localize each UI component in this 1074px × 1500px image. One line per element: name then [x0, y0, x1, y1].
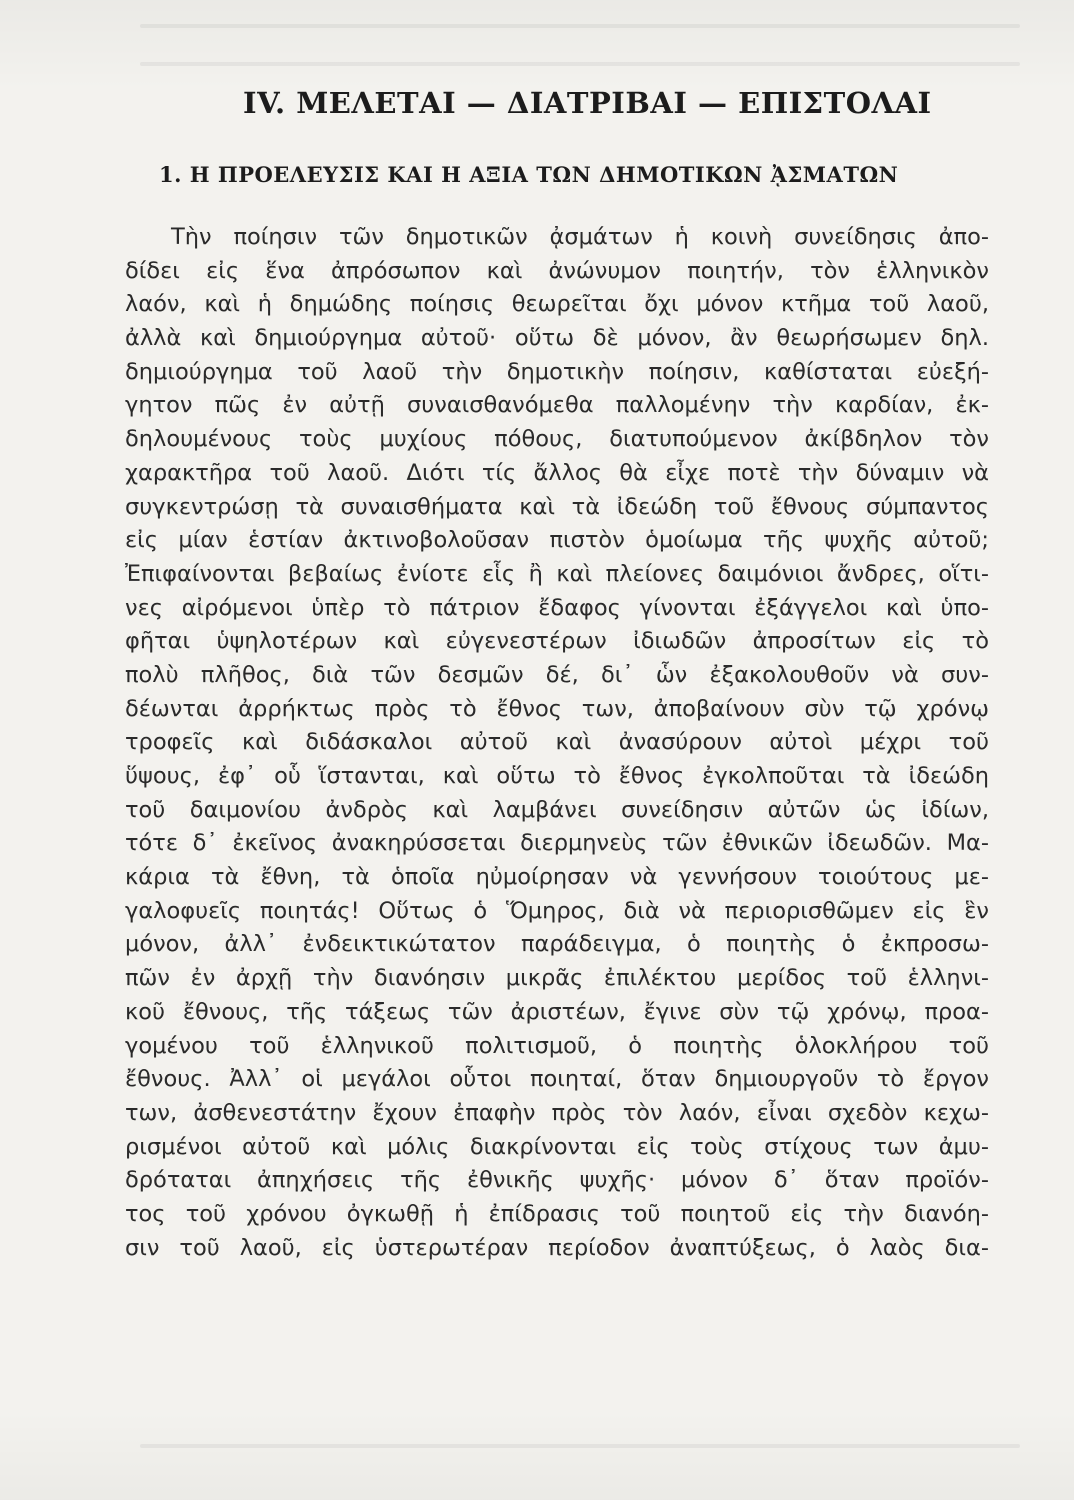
text-line: κάρια τὰ ἔθνη, τὰ ὁποῖα ηὐμοίρησαν νὰ γεννήσουν τοιούτους με-	[125, 864, 989, 891]
text-line: γητον πῶς ἐν αὐτῇ συναισθανόμεθα παλλομένην τὴν καρδίαν, ἐκ-	[125, 392, 989, 419]
text-line: λαόν, καὶ ἡ δημώδης ποίησις θεωρεῖται ὄχι μόνον κτῆμα τοῦ λαοῦ,	[125, 291, 989, 318]
text-line: των, ἀσθενεστάτην ἔχουν ἐπαφὴν πρὸς τὸν λαόν, εἶναι σχεδὸν κεχω-	[125, 1099, 989, 1126]
body-text	[125, 221, 989, 1299]
text-line: συγκεντρώσῃ τὰ συναισθήματα καὶ τὰ ἰδεώδη τοῦ ἔθνους σύμπαντος	[125, 493, 989, 520]
text-line: δίδει εἰς ἕνα ἀπρόσωπον καὶ ἀνώνυμον ποιητήν, τὸν ἑλληνικὸν	[125, 257, 989, 284]
text-line: δρόταται ἀπηχήσεις τῆς ἐθνικῆς ψυχῆς· μόνον δ᾽ ὅταν προϊόν-	[125, 1167, 989, 1194]
show-through-shadow	[140, 62, 1020, 66]
text-line: πῶν ἐν ἀρχῇ τὴν διανόησιν μικρᾶς ἐπιλέκτου μερίδος τοῦ ἑλληνι-	[125, 965, 989, 992]
text-line: γομένου τοῦ ἑλληνικοῦ πολιτισμοῦ, ὁ ποιητὴς ὁλοκλήρου τοῦ	[125, 1032, 989, 1059]
text-line: Ἐπιφαίνονται βεβαίως ἐνίοτε εἷς ἢ καὶ πλείονες δαιμόνιοι ἄνδρες, οἵτι-	[125, 560, 989, 587]
text-line: δηλουμένους τοὺς μυχίους πόθους, διατυπούμενον ἀκίβδηλον τὸν	[125, 426, 989, 453]
text-line: ἔθνους. Ἀλλ᾽ οἱ μεγάλοι οὗτοι ποιηταί, ὅταν δημιουργοῦν τὸ ἔργον	[125, 1066, 989, 1093]
text-line: τροφεῖς καὶ διδάσκαλοι αὐτοῦ καὶ ἀνασύρουν αὐτοὶ μέχρι τοῦ	[125, 729, 989, 756]
show-through-shadow	[140, 24, 1020, 28]
subsection-title: 1. Η ΠΡΟΕΛΕΥΣΙΣ ΚΑΙ Η ΑΞΙΑ ΤΩΝ ΔΗΜΟΤΙΚΩΝ ᾈΣΜΑΤΩΝ	[159, 162, 899, 187]
text-line: Τὴν ποίησιν τῶν δημοτικῶν ᾀσμάτων ἡ κοινὴ συνείδησις ἀπο-	[171, 224, 989, 250]
text-line: τοῦ δαιμονίου ἀνδρὸς καὶ λαμβάνει συνείδησιν αὐτῶν ὡς ἰδίων,	[125, 796, 989, 823]
text-line: δέωνται ἀρρήκτως πρὸς τὸ ἔθνος των, ἀποβαίνουν σὺν τῷ χρόνῳ	[125, 695, 989, 722]
text-line	[125, 1265, 989, 1299]
text-line: σιν τοῦ λαοῦ, εἰς ὑστερωτέραν περίοδον ἀναπτύξεως, ὁ λαὸς δια-	[125, 1234, 989, 1261]
text-line: γαλοφυεῖς ποιητάς! Οὕτως ὁ Ὅμηρος, διὰ νὰ περιορισθῶμεν εἰς ἓν	[125, 897, 989, 924]
text-line: πολὺ πλῆθος, διὰ τῶν δεσμῶν δέ, δι᾽ ὧν ἐξακολουθοῦν νὰ συν-	[125, 661, 989, 688]
text-line: εἰς μίαν ἑστίαν ἀκτινοβολοῦσαν πιστὸν ὁμοίωμα τῆς ψυχῆς αὐτοῦ;	[125, 527, 989, 554]
section-title: IV. ΜΕΛΕΤΑΙ — ΔΙΑΤΡΙΒΑΙ — ΕΠΙΣΤΟΛΑΙ	[243, 86, 932, 120]
text-line: ρισμένοι αὐτοῦ καὶ μόλις διακρίνονται εἰς τοὺς στίχους των ἀμυ-	[125, 1133, 989, 1160]
text-line: φῆται ὑψηλοτέρων καὶ εὐγενεστέρων ἰδιωδῶν ἀπροσίτων εἰς τὸ	[125, 628, 989, 655]
text-line: ἀλλὰ καὶ δημιούργημα αὐτοῦ· οὕτω δὲ μόνον, ἂν θεωρήσωμεν δηλ.	[125, 325, 989, 352]
text-line: δημιούργημα τοῦ λαοῦ τὴν δημοτικὴν ποίησιν, καθίσταται εὐεξή-	[125, 358, 989, 385]
text-line: χαρακτῆρα τοῦ λαοῦ. Διότι τίς ἄλλος θὰ εἶχε ποτὲ τὴν δύναμιν νὰ	[125, 459, 989, 486]
text-line: κοῦ ἔθνους, τῆς τάξεως τῶν ἀριστέων, ἔγινε σὺν τῷ χρόνῳ, προα-	[125, 998, 989, 1025]
text-line: νες αἰρόμενοι ὑπὲρ τὸ πάτριον ἔδαφος γίνονται ἐξάγγελοι καὶ ὑπο-	[125, 594, 989, 621]
text-line: τότε δ᾽ ἐκεῖνος ἀνακηρύσσεται διερμηνεὺς τῶν ἐθνικῶν ἰδεωδῶν. Μα-	[125, 830, 989, 857]
show-through-shadow	[140, 1444, 1020, 1448]
text-line: μόνον, ἀλλ᾽ ἐνδεικτικώτατον παράδειγμα, ὁ ποιητὴς ὁ ἐκπροσω-	[125, 931, 989, 958]
text-line: ὕψους, ἐφ᾽ οὗ ἵστανται, καὶ οὕτω τὸ ἔθνος ἐγκολποῦται τὰ ἰδεώδη	[125, 763, 989, 789]
text-line: τος τοῦ χρόνου ὀγκωθῇ ἡ ἐπίδρασις τοῦ ποιητοῦ εἰς τὴν διανόη-	[125, 1200, 989, 1227]
